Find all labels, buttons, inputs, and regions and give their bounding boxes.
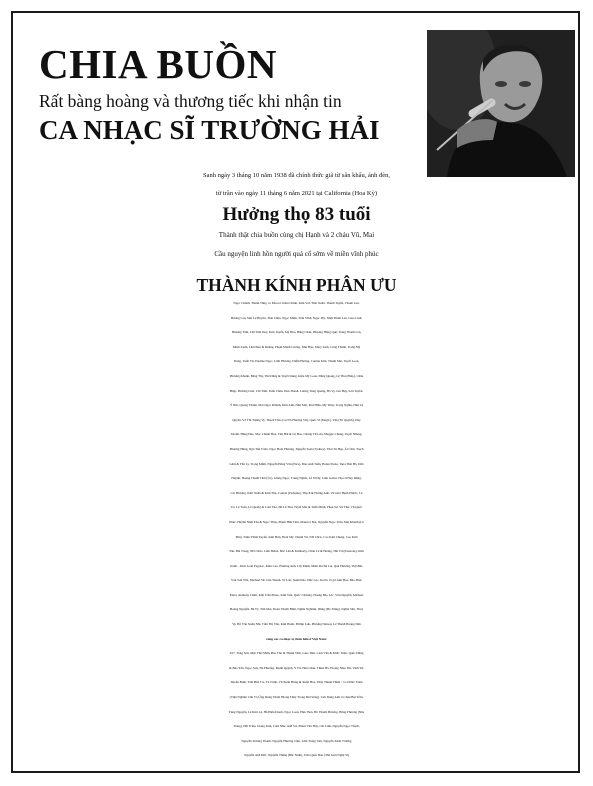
- deceased-name: CA NHẠC SĨ TRƯỜNG HẢI: [39, 115, 380, 145]
- vn-names-line: Nguyễn Trường Thanh, Nguyễn Phương Cầm, Lâm Trung Việt, Nguyễn Xuân Trường: [241, 738, 352, 743]
- names-line: Phú), Triệu Thiên Tuyến, Kim Hơn, Hoài Mỹ, Thanh Vũ, ND Chris, Cao Kim Chung, Cao Kim: [235, 534, 358, 539]
- names-line: Tân, Đài Trang, ND Chris, Liên Helen, Đắc Lân & Kimberly, Châu Lê & Hoàng, Hải Vũ (Passions), Kim: [229, 549, 364, 554]
- page-title: CHIA BUỒN: [39, 41, 278, 87]
- names-line: Hiệp, Phương Liên, Chí Tâm, Tuấn Châu, Đan Thanh, Lương Tùng Quang, Hạ Vy, Gia Huy, Sơn Tuyền,: [229, 388, 364, 393]
- names-line: Phúc, Huỳnh Nhật Tân & Ngọc Thúy, Phạm Hữu Tâm, Maurice Đạt, Nguyễn Ngọc Trân, Mai Khanh (Lê: [229, 519, 364, 524]
- names-line: Thanh, Hùng Đào, Mạc Chánh Hòa, Việt Hải & Lệ Hoa, Chung Tử Lưu, Meggie Chung, Tuyết Nhung,: [230, 432, 363, 437]
- wish-line-2: Cầu nguyện linh hồn người quá cố sớm về miền vĩnh phúc: [214, 250, 379, 258]
- names-block: [20, 296, 573, 763]
- vn-names-line: Tùng Nguyễn, Lê Kim Lệ, Hồ Hiếu Drum, Ngọc Loan, Phúc Ben, Hồ Thanh Phương, Hùng Phương (Nha: [228, 709, 365, 714]
- names-line: Huỳnh, Hoàng Thanh Tâm (Úc), Giáng Ngọc, Trung Nghĩa, Lê Sĩ Dự, Linh Guitar, Họa sĩ Huy Dũng,: [231, 476, 362, 481]
- info-line-1: Sanh ngày 3 tháng 10 năm 1938 đã chính thức giã từ sân khấu, ánh đèn,: [202, 172, 391, 179]
- condolence-heading: THÀNH KÍNH PHÂN ƯU: [196, 275, 397, 295]
- names-line: Kaita, Anthony Chim, Kiệt Trần Photo, Kim Yến, Quốc Chương, Hoàng Bảo Lộc, Vân Nguyễn, Michael: [229, 592, 364, 597]
- vn-names-line: (Viện Nghiên Cứu Và Ứng Dụng Thuật Phong Thủy Trong Đời Sống). Lưu Dung Anh và cháu Bụi Trần,: [229, 695, 364, 700]
- names-line: Cát Phương, Kim Xuân & Kim Thu, Connie (Perfume), Thạch & Hoàng Anh, Victoria Hạnh Phước, Lê: [230, 490, 363, 495]
- portrait-photo: [427, 30, 575, 177]
- names-line: Trí, Lê Toàn, Lê Quang & Cam Thơ, Hồ Lệ Thu, Tuyết Mai & Tuấn Minh, Phan Sư, Vũ Thư, Vũ Quốc: [230, 505, 363, 510]
- vn-names-line: Nguyễn Anh Đức, Nguyễn Thắng (Bắc Ninh), Trần Quốc Bảo (Thế Giới Nghệ Sĩ): [244, 753, 349, 758]
- age-heading: Hưởng thọ 83 tuổi: [222, 204, 371, 225]
- names-line: Quyên, Võ Thị Tường Vy, Thạch Thảo (vợ NS Phượng Vũ), Quốc Sĩ (Magic), Yến (Tú Quỳnh), Duy: [232, 417, 361, 422]
- names-line: Hoàng Nguyễn, Bé Tý, Tim Moi, Đoàn Thanh Bình, Nghĩa Nghiêm, Dũng (Hạ Trắng), Nghĩa Sữa, Thuy: [229, 607, 364, 612]
- wish-line-1: Thành thật chia buồn cùng chị Hạnh và 2 cháu Vũ, Mai: [218, 231, 375, 239]
- info-line-2: từ trần vào ngày 11 tháng 6 năm 2021 tại California (Hoa Kỳ): [215, 190, 378, 197]
- subtitle: Rất bàng hoàng và thương tiếc khi nhận tin: [39, 91, 342, 111]
- vn-names-line: Z27, Tòng Sơn, Mặc Thế Nhân, Bảo Thu & Thanh Tâm, Giao Tiên, Cẩm Vân & Khắc Triệu, Quốc Dũng: [229, 651, 364, 656]
- singer-portrait-image: [427, 30, 575, 177]
- vn-names-line: Trang), Hải Triều, Giang Kim, Cẩm Như, Anh Vũ, Phạm Văn Huy, Chí Linh, Nguyễn Ngọc Thạch,: [233, 724, 360, 729]
- vn-names-line: Dzoãn Bình, Tám Bến Tre, Tú Trinh, Vũ Xuân Hùng & Xuân Hòa, Thầy Thuận Thiên / ca sĩ Đức Xuân: [230, 680, 363, 685]
- names-line: Ngọc Chánh, Thanh Thúy, Jo Marcel, Kiều Chinh, Kim Vui, Thái Xuân, Thanh Tuyền, Thanh Lan,: [233, 301, 360, 305]
- names-line: Minh Xuân, Tâm Đan & Dzũng, Phạm Mạnh Cương, Như Hảo, Mary Linh, Công Thành, Trang Mỹ: [232, 344, 361, 349]
- names-line: Phương Tâm, LM Tâm Duy, Kim Tuyến, Mỹ Hòa, Băng Châu, Phương Hồng Quế, Trang Thanh Lan,: [231, 330, 362, 335]
- names-line: Gầm & Yến Ly, Trọng Minh, Nguyễn Hồng Vân (Nice), Đào Anh Tuấn, Helen Elena, Tana Thái Hà, Dần: [229, 461, 364, 466]
- names-line: Dung, Tuấn Vũ, Pauline Ngọc, Linh Phương, Diễm Hương, Connie Kim, Thanh Mai, Tuyết Loan,: [233, 359, 360, 364]
- vietnam-subheading: cùng các ca nhạc sĩ, thân hữu ở Việt Nam:: [266, 636, 327, 641]
- names-line: Hương Lan, Mai Lệ Huyền, Thái Châu, Ngọc Minh, Trần Vĩnh, Ngọc Mỹ, Nhật Thiên Lan, Giao Linh,: [230, 315, 363, 320]
- names-line: Ý Nhi, Quang Thành, Mai Ngọc Khánh, Kim Anh, Như Mai, Mai Hiền, Mỹ Thúy, Trọng Nghĩa, Hứa Lệ: [229, 403, 364, 408]
- life-info: [20, 167, 573, 203]
- names-line: Văn Sơn Yên, Michael Sử, Chu Thanh, Vy Lan, Xuân Đào, Đức Lộc, Kevin và gđ Ánh Hoa, Bảo Phúc: [231, 578, 362, 583]
- names-line: Oanh – Kim Loan Pagolac, Kiều Cao, Phương Anh, Lây Minh, Miên Du Đà Lạt, Quế Phượng, Việt Bùi,: [230, 563, 363, 568]
- vn-names-line: & Bảo Yến, Ngọc Sơn, Hà Phương, Mạnh Quỳnh, Y Vũ, Hàn Châu, Thiên Hà, Hoàng Nhạc Đô, Vinh Sử,: [229, 665, 364, 670]
- header: [39, 42, 424, 146]
- names-line: Phương Hùng, Ngô Tấn Triển, Ngọc Hoài Phương, Nguyễn Toàn (Sydney), Thái Tú Hạp, Ái Cầm, Trạch: [229, 446, 364, 451]
- condolence-wish: [20, 226, 573, 264]
- names-line: Phượng Khanh, Băng Thy, Thế Dũng & Tuyết Dung, Kiều Mỹ Loan, Đăng Quang, Lệ Thu (Pháp), Châu: [229, 373, 364, 378]
- names-line: Vy, Hồ Văn Xuân Nhi, Trần Thị Vân, Kim Hạnh, Phillip Lưu, Phương Nelson, Lê Thanh Hoàng Dân: [232, 622, 361, 627]
